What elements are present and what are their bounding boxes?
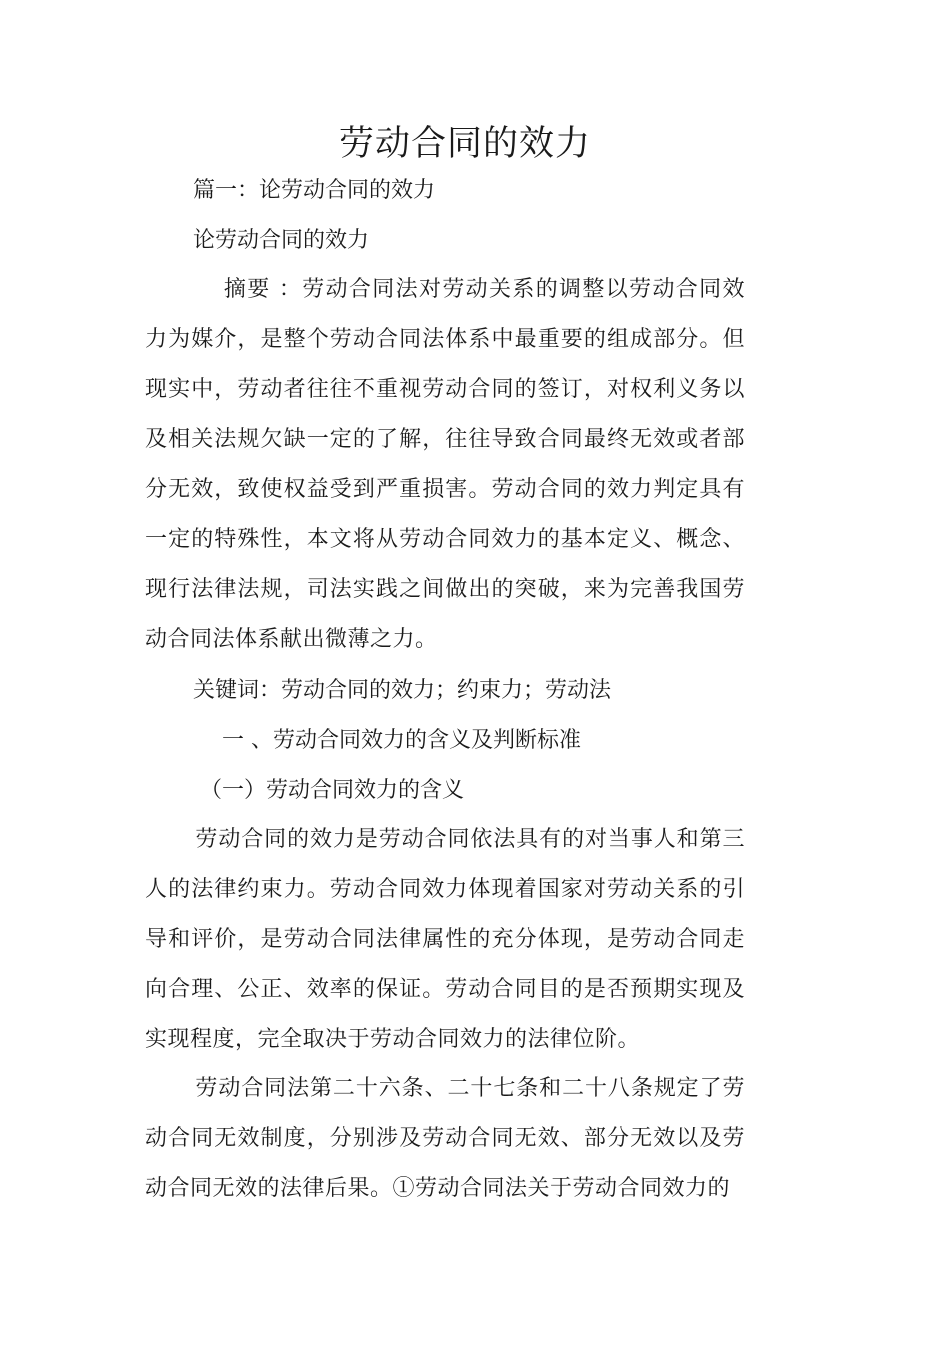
paragraph-1-text: 劳动合同的效力是劳动合同依法具有的对当事人和第三人的法律约束力。劳动合同效力体现着国家对劳动关系的引导和评价，是劳动合同法律属性的充分体现，是劳动合同走向合理、公正、效率的保证。劳动合同目的是否预期实现及实现程度，完全取决于劳动合同效力的法律位阶。 (145, 827, 745, 1052)
abstract-text: 摘要 ：劳动合同法对劳动关系的调整以劳动合同效力为媒介，是整个劳动合同法体系中最重要的组成部分。但现实中，劳动者往往不重视劳动合同的签订，对权利义务以及相关法规欠缺一定的了解，往往导致合同最终无效或者部分无效，致使权益受到严重损害。劳动合同的效力判定具有一定的特殊性，本文将从劳动合同效力的基本定义、概念、现行法律法规，司法实践之间做出的突破，来为完善我国劳动合同法体系献出微薄之力。 (145, 277, 745, 652)
body-paragraph-1 (145, 815, 745, 1065)
heading-1-1: （一）劳动合同效力的含义 (200, 778, 465, 803)
subtitle: 论劳动合同的效力 (193, 228, 370, 253)
document-title: 劳动合同的效力 (338, 124, 591, 164)
abstract-paragraph (145, 265, 745, 665)
section-heading: 篇一：论劳动合同的效力 (193, 178, 436, 203)
body-paragraph-2 (145, 1064, 745, 1214)
heading-1: 一 、劳动合同效力的含义及判断标准 (222, 728, 581, 753)
keywords: 关键词：劳动合同的效力；约束力；劳动法 (193, 678, 612, 703)
paragraph-2-text: 劳动合同法第二十六条、二十七条和二十八条规定了劳动合同无效制度，分别涉及劳动合同无效、部分无效以及劳动合同无效的法律后果。①劳动合同法关于劳动合同效力的 (145, 1076, 745, 1201)
